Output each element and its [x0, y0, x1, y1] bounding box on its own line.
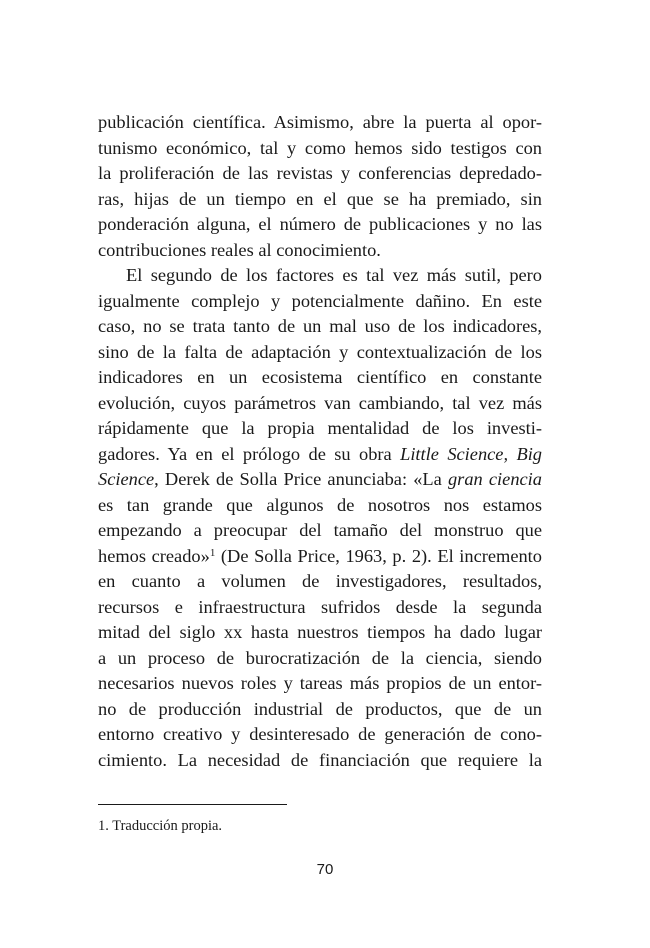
text-line: tunismo económico, tal y como hemos sido testigos con: [98, 137, 542, 158]
text-line: no de producción industrial de productos, que de un: [98, 698, 542, 719]
text-span: (De Solla Price, 1963, p. 2). El incremento: [215, 545, 542, 566]
text-line: recursos e infraestructura sufridos desde la segunda: [98, 596, 542, 617]
text-line: indicadores en un ecosistema científico en constante: [98, 367, 542, 387]
text-line: la proliferación de las revistas y conferencias depredado-: [98, 163, 542, 183]
body-text: [98, 110, 542, 773]
text-line: entorno creativo y desinteresado de generación de cono-: [98, 724, 542, 744]
text-span: hemos creado»: [98, 545, 210, 566]
text-span: , Derek de Solla Price anunciaba: «La: [154, 469, 448, 489]
text-line: [98, 544, 542, 570]
text-line: necesarios nuevos roles y tareas más propios de un entor-: [98, 673, 542, 693]
text-line: es tan grande que algunos de nosotros nos estamos: [98, 494, 542, 515]
text-line: rápidamente que la propia mentalidad de los investi-: [98, 418, 542, 438]
text-line: publicación científica. Asimismo, abre la puerta al opor-: [98, 112, 542, 132]
footnote-divider: [98, 804, 287, 805]
text-span: gadores. Ya en el prólogo de su obra: [98, 443, 401, 464]
text-line: contribuciones reales al conocimiento.: [98, 239, 381, 260]
text-line: caso, no se trata tanto de un mal uso de los indicadores,: [98, 316, 542, 336]
text-line: igualmente complejo y potencialmente dañino. En este: [98, 290, 542, 311]
footnote: 1. Traducción propia.: [98, 818, 223, 834]
text-line: mitad del siglo xx hasta nuestros tiempos ha dado lugar: [98, 622, 542, 642]
footnote-reference: 1: [209, 546, 216, 559]
text-line: ponderación alguna, el número de publicaciones y no las: [98, 214, 542, 234]
text-line: ras, hijas de un tiempo en el que se ha premiado, sin: [98, 188, 542, 209]
text-line: cimiento. La necesidad de financiación que requiere la: [98, 749, 542, 770]
text-line: a un proceso de burocratización de la ciencia, siendo: [98, 647, 542, 668]
emphasis-italic: gran ciencia: [447, 469, 542, 489]
text-line: sino de la falta de adaptación y contextualización de los: [98, 341, 542, 362]
text-line: evolución, cuyos parámetros van cambiando, tal vez más: [98, 392, 542, 413]
text-line: El segundo de los factores es tal vez más sutil, pero: [126, 265, 542, 285]
text-line: en cuanto a volumen de investigadores, resultados,: [98, 571, 542, 591]
text-line: empezando a preocupar del tamaño del monstruo que: [98, 520, 542, 540]
page-number: 70: [316, 861, 334, 878]
text-line: [98, 442, 542, 468]
text-line: [98, 467, 542, 493]
book-title-italic: Science: [98, 469, 155, 489]
book-title-italic: Little Science, Big: [400, 443, 542, 464]
